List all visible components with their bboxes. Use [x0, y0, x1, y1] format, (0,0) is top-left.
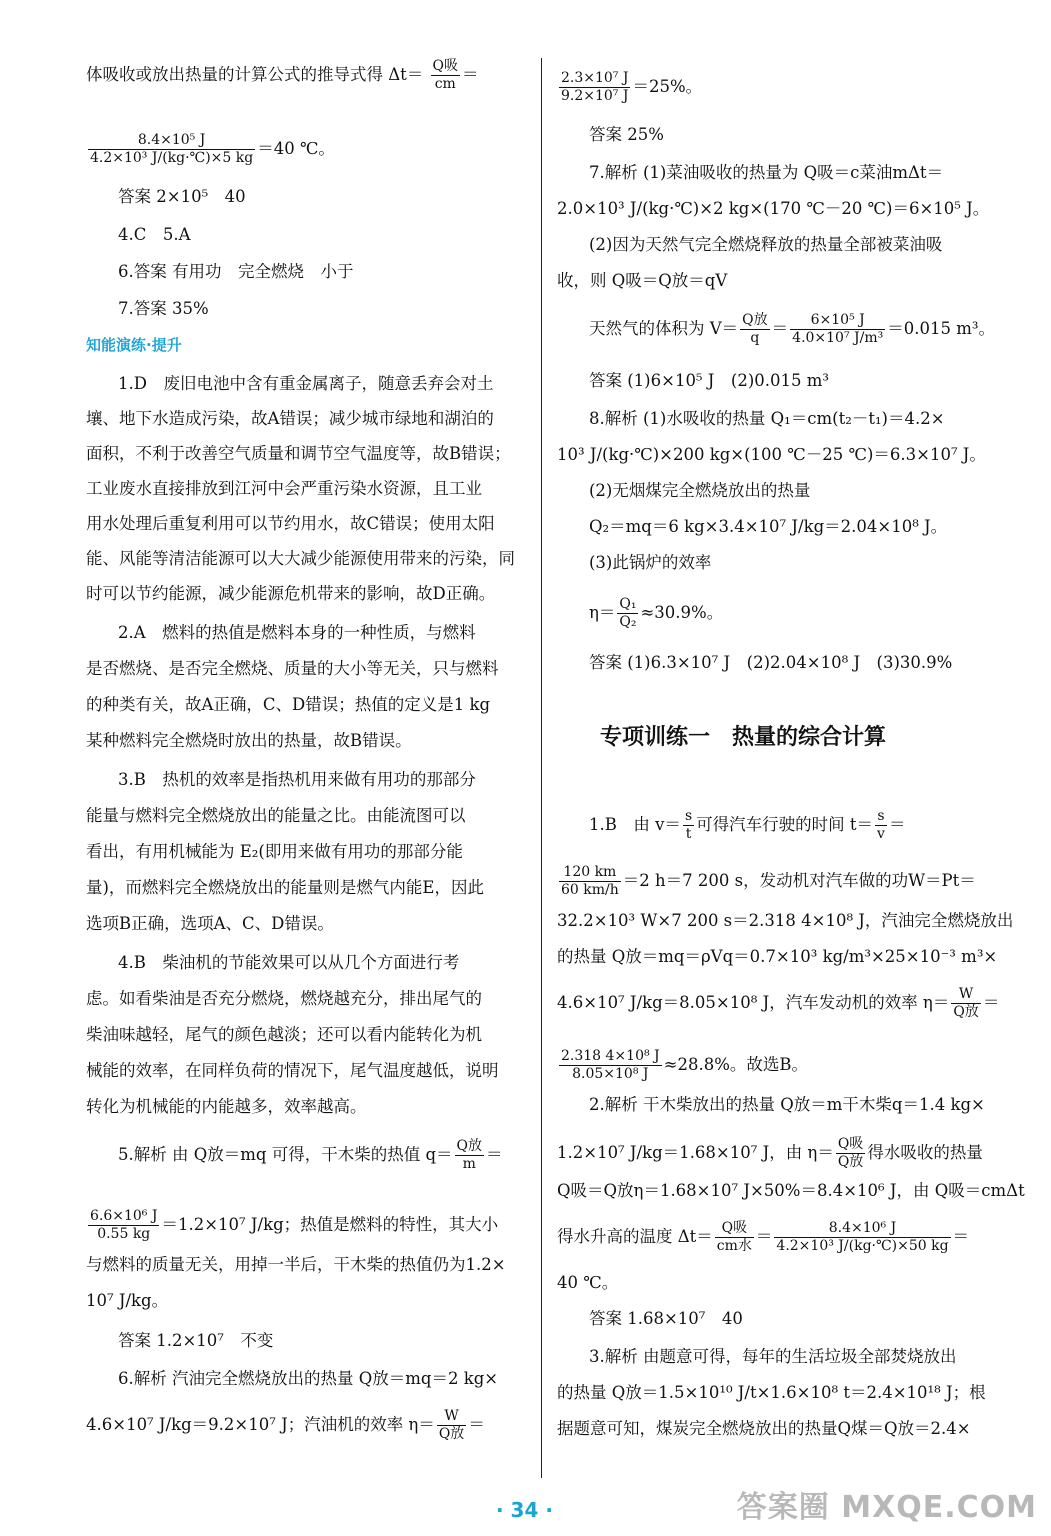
text-line [557, 986, 999, 1021]
text-line [86, 478, 482, 500]
fraction [836, 1136, 865, 1171]
text-line [557, 1180, 1025, 1202]
text-line [589, 1094, 985, 1116]
line-text: 3.解析 由题意可得，每年的生活垃圾全部焚烧放出 [589, 1347, 957, 1366]
fraction-denominator: 4.0×10⁷ J/m³ [792, 330, 884, 346]
fraction-numerator: 120 km [559, 864, 621, 882]
line-text-after: ＝ [468, 1415, 485, 1434]
line-text: 1.D 废旧电池中含有重金属离子，随意丢弃会对土 [118, 374, 494, 393]
fraction-numerator: 2.3×10⁷ J [561, 70, 629, 86]
fraction [875, 808, 887, 843]
fraction [559, 1048, 662, 1083]
fraction [951, 986, 980, 1021]
text-line [86, 1024, 482, 1046]
text-line [589, 408, 945, 430]
line-text-after: ≈30.9%。 [640, 603, 724, 622]
line-text: 10³ J/(kg·℃)×200 kg×(100 ℃－25 ℃)＝6.3×10⁷ J。 [557, 445, 986, 464]
line-text: 天然气的体积为 V＝ [589, 319, 739, 338]
text-line [557, 1382, 986, 1404]
fraction [88, 1208, 159, 1243]
line-text-after: ＝ [888, 815, 906, 834]
text-line [86, 132, 335, 167]
line-text: 1.2×10⁷ J/kg＝1.68×10⁷ J，由 η＝ [557, 1143, 834, 1162]
text-line [589, 312, 995, 347]
fraction-numerator: 6×10⁵ J [790, 312, 885, 330]
line-text: 10⁷ J/kg。 [86, 1291, 169, 1310]
text-line [86, 841, 463, 863]
fraction-denominator: 9.2×10⁷ J [561, 88, 629, 104]
fraction-denominator: v [877, 826, 885, 842]
fraction-denominator: 60 km/h [561, 882, 619, 898]
text-line [589, 1308, 743, 1330]
text-line [86, 548, 515, 570]
fraction-denominator: 4.2×10³ J/(kg·℃)×5 kg [90, 150, 254, 166]
fraction-numerator: Q吸 [715, 1220, 754, 1238]
fraction-numerator: Q放 [456, 1138, 483, 1154]
text-line [589, 516, 947, 538]
text-line [118, 298, 209, 320]
line-text: 量)，而燃料完全燃烧放出的能量则是燃气内能E，因此 [86, 878, 484, 897]
column-divider [541, 58, 542, 1478]
text-line [118, 224, 191, 246]
text-line [86, 1060, 499, 1082]
line-text: 的种类有关，故A正确，C、D错误；热值的定义是1 kg [86, 695, 491, 714]
line-text: 40 ℃。 [557, 1273, 619, 1292]
fraction-denominator: q [750, 330, 760, 346]
text-line [557, 444, 986, 466]
line-text: 5.解析 由 Q放＝mq 可得，干木柴的热值 q＝ [118, 1145, 453, 1164]
text-line [557, 270, 727, 292]
line-text: 选项B正确，选项A、C、D错误。 [86, 914, 334, 933]
fraction [715, 1220, 754, 1255]
text-line [557, 1220, 969, 1255]
fraction-denominator: 8.05×10⁸ J [572, 1066, 649, 1082]
line-text: 4.B 柴油机的节能效果可以从几个方面进行考 [118, 953, 460, 972]
text-line [557, 946, 997, 968]
line-text: 得水升高的温度 Δt＝ [557, 1227, 713, 1246]
text-line [557, 910, 1013, 932]
fraction-denominator: m [462, 1156, 476, 1172]
line-text: 虑。如看柴油是否充分燃烧，燃烧越充分，排出尾气的 [86, 989, 482, 1008]
fraction-denominator: Q放 [438, 1426, 465, 1442]
line-text: 壤、地下水造成污染，故A错误；减少城市绿地和湖泊的 [86, 409, 494, 428]
text-line [86, 443, 511, 465]
line-text-after: ＝ [982, 993, 1000, 1012]
line-text: η＝ [589, 603, 616, 622]
text-line [86, 58, 479, 93]
line-text: 2.A 燃料的热值是燃料本身的一种性质，与燃料 [118, 623, 476, 642]
text-line [86, 1290, 168, 1312]
line-text: 6.解析 汽油完全燃烧放出的热量 Q放＝mq＝2 kg× [118, 1369, 499, 1388]
line-text-after: ≈28.8%。故选B。 [663, 1055, 809, 1074]
text-line [589, 480, 810, 502]
fraction-denominator: Q₂ [619, 614, 637, 630]
fraction [740, 312, 769, 347]
line-text: 答案 (1)6.3×10⁷ J (2)2.04×10⁸ J (3)30.9% [589, 653, 953, 672]
line-text: 4.C 5.A [118, 225, 191, 244]
text-line [589, 552, 711, 574]
text-line [557, 1048, 808, 1083]
fraction [683, 808, 694, 843]
line-text: 2.0×10³ J/(kg·℃)×2 kg×(170 ℃－20 ℃)＝6×10⁵ J。 [557, 199, 990, 218]
line-text: 械能的效率，在同样负荷的情况下，尾气温度越低，说明 [86, 1061, 499, 1080]
text-line [589, 652, 952, 674]
text-line [118, 186, 246, 208]
page-number: · 34 · [496, 1498, 553, 1522]
text-line [589, 596, 723, 631]
line-text: 答案 1.2×10⁷ 不变 [118, 1331, 274, 1350]
line-text: (2)因为天然气完全燃烧释放的热量全部被菜油吸 [589, 235, 943, 254]
text-line [86, 805, 466, 827]
line-text: 的热量 Q放＝1.5×10¹⁰ J/t×1.6×10⁸ t＝2.4×10¹⁸ J；根 [557, 1383, 986, 1402]
line-text-after: ＝40 ℃。 [257, 139, 335, 158]
text-line [557, 1272, 618, 1294]
line-text: 2.解析 干木柴放出的热量 Q放＝m干木柴q＝1.4 kg× [589, 1095, 985, 1114]
line-text: 答案 (1)6×10⁵ J (2)0.015 m³ [589, 371, 830, 390]
fraction-numerator: W [951, 986, 980, 1004]
line-text-after: ＝ [462, 65, 479, 84]
text-line [557, 198, 989, 220]
line-text: 用水处理后重复利用可以节约用水，故C错误；使用太阳 [86, 514, 495, 533]
text-line [557, 864, 976, 899]
line-text: 1.B 由 v＝ [589, 815, 681, 834]
line-text-after: ＝ [952, 1227, 970, 1246]
fraction [559, 70, 630, 105]
watermark-logo: 答案圈 MXQE.COM [736, 1490, 1037, 1525]
line-text: Q₂＝mq＝6 kg×3.4×10⁷ J/kg＝2.04×10⁸ J。 [589, 517, 948, 536]
text-line [118, 261, 354, 283]
fraction-denominator: cm水 [716, 1238, 752, 1254]
text-line [86, 1408, 485, 1443]
line-text-after: ＝0.015 m³。 [887, 319, 995, 338]
line-text: (2)无烟煤完全燃烧放出的热量 [589, 481, 811, 500]
line-text: 4.6×10⁷ J/kg＝8.05×10⁸ J，汽车发动机的效率 η＝ [557, 993, 950, 1012]
text-line [118, 622, 476, 644]
fraction-numerator: Q放 [742, 312, 768, 328]
line-text: 32.2×10³ W×7 200 s＝2.318 4×10⁸ J，汽油完全燃烧放出 [557, 911, 1014, 930]
text-line [557, 70, 702, 105]
fraction-denominator: cm [434, 76, 456, 92]
fraction-numerator: Q吸 [432, 58, 459, 74]
fraction [790, 312, 885, 347]
line-text: 8.解析 (1)水吸收的热量 Q₁＝cm(t₂－t₁)＝4.2× [589, 409, 945, 428]
line-text: 4.6×10⁷ J/kg＝9.2×10⁷ J；汽油机的效率 η＝ [86, 1415, 435, 1434]
fraction-denominator: Q放 [837, 1154, 864, 1170]
line-text: 时可以节约能源，减少能源危机带来的影响，故D正确。 [86, 584, 496, 603]
fraction-numerator: 8.4×10⁵ J [88, 132, 255, 150]
line-text: 是否燃烧、是否完全燃烧、质量的大小等无关，只与燃料 [86, 659, 499, 678]
text-line [118, 1330, 273, 1352]
fraction [88, 132, 255, 167]
text-line [118, 373, 493, 395]
text-line [118, 769, 476, 791]
fraction-numerator: 2.318 4×10⁸ J [561, 1048, 660, 1064]
line-text-after: ＝ [771, 319, 789, 338]
line-text: 的热量 Q放＝mq＝ρVq＝0.7×10³ kg/m³×25×10⁻³ m³× [557, 947, 998, 966]
text-line [86, 408, 494, 430]
line-text-after: ＝ [486, 1145, 503, 1164]
line-text: 答案 25% [589, 125, 664, 144]
text-line [589, 162, 943, 184]
text-line [589, 234, 942, 256]
line-text: 看出，有用机械能为 E₂(即用来做有用功的那部分能 [86, 842, 463, 861]
fraction [437, 1408, 466, 1443]
text-line [589, 1346, 957, 1368]
fraction-denominator: Q放 [953, 1004, 979, 1020]
fraction [559, 864, 621, 899]
line-text: 能、风能等清洁能源可以大大减少能源使用带来的污染，同 [86, 549, 515, 568]
text-line [86, 988, 482, 1010]
line-text: 知能演练·提升 [86, 336, 182, 354]
text-line [557, 1418, 971, 1440]
text-line [86, 658, 499, 680]
line-text: 柴油味越轻，尾气的颜色越淡；还可以看内能转化为机 [86, 1025, 482, 1044]
line-text-after: ＝2 h＝7 200 s，发动机对汽车做的功W＝Pt＝ [622, 871, 976, 890]
text-line [86, 913, 334, 935]
line-text-after: 得水吸收的热量 [867, 1143, 983, 1162]
fraction-denominator: t [685, 826, 692, 842]
fraction-denominator: 4.2×10³ J/(kg·℃)×50 kg [776, 1238, 949, 1254]
fraction-numerator: s [875, 808, 887, 826]
text-line [118, 1368, 498, 1390]
fraction [774, 1220, 950, 1255]
text-line [589, 124, 664, 146]
line-text: 6.答案 有用功 完全燃烧 小于 [118, 262, 354, 281]
line-text-after: ＝1.2×10⁷ J/kg；热值是燃料的特性，其大小 [161, 1215, 499, 1234]
text-line [86, 877, 484, 899]
line-text: 某种燃料完全燃烧时放出的热量，故B错误。 [86, 731, 412, 750]
text-line [86, 694, 490, 716]
section-title: 专项训练一 热量的综合计算 [600, 725, 887, 750]
text-line [118, 1138, 503, 1173]
line-text: (3)此锅炉的效率 [589, 553, 712, 572]
line-text: 7.答案 35% [118, 299, 209, 318]
fraction-denominator: 0.55 kg [97, 1226, 151, 1242]
fraction-numerator: W [437, 1408, 466, 1426]
text-line [589, 808, 905, 843]
line-text: 工业废水直接排放到江河中会严重污染水资源，且工业 [86, 479, 482, 498]
text-line [86, 1254, 506, 1276]
line-text: 7.解析 (1)菜油吸收的热量为 Q吸＝c菜油mΔt＝ [589, 163, 944, 182]
line-text: 答案 1.68×10⁷ 40 [589, 1309, 743, 1328]
line-text: 转化为机械能的内能越多，效率越高。 [86, 1097, 367, 1116]
line-text-after: 可得汽车行驶的时间 t＝ [696, 815, 874, 834]
fraction [617, 596, 638, 631]
line-text: 3.B 热机的效率是指热机用来做有用功的那部分 [118, 770, 476, 789]
line-text: 收，则 Q吸＝Q放＝qV [557, 271, 728, 290]
line-text: Q吸＝Q放η＝1.68×10⁷ J×50%＝8.4×10⁶ J，由 Q吸＝cmΔt [557, 1181, 1025, 1200]
text-line [86, 730, 412, 752]
text-line [118, 952, 459, 974]
text-line [86, 513, 495, 535]
fraction-numerator: s [684, 808, 693, 824]
line-text: 能量与燃料完全燃烧放出的能量之比。由能流图可以 [86, 806, 466, 825]
line-text: 体吸收或放出热量的计算公式的推导式得 Δt＝ [86, 65, 429, 84]
line-text-after: ＝ [755, 1227, 773, 1246]
fraction-numerator: 8.4×10⁶ J [774, 1220, 950, 1238]
text-line [589, 370, 829, 392]
fraction-numerator: Q₁ [619, 596, 637, 612]
text-line [86, 583, 495, 605]
line-text: 据题意可知，煤炭完全燃烧放出的热量Q煤＝Q放＝2.4× [557, 1419, 971, 1438]
fraction-numerator: Q吸 [837, 1136, 864, 1152]
text-line [557, 1136, 983, 1171]
line-text: 与燃料的质量无关，用掉一半后，干木柴的热值仍为1.2× [86, 1255, 506, 1274]
fraction-numerator: 6.6×10⁶ J [90, 1208, 158, 1224]
line-text: 答案 2×10⁵ 40 [118, 187, 246, 206]
section-heading [86, 334, 182, 356]
line-text-after: ＝25%。 [632, 77, 703, 96]
line-text: 面积，不利于改善空气质量和调节空气温度等，故B错误； [86, 444, 511, 463]
fraction [431, 58, 460, 93]
fraction [455, 1138, 484, 1173]
text-line [86, 1208, 498, 1243]
text-line [86, 1096, 367, 1118]
